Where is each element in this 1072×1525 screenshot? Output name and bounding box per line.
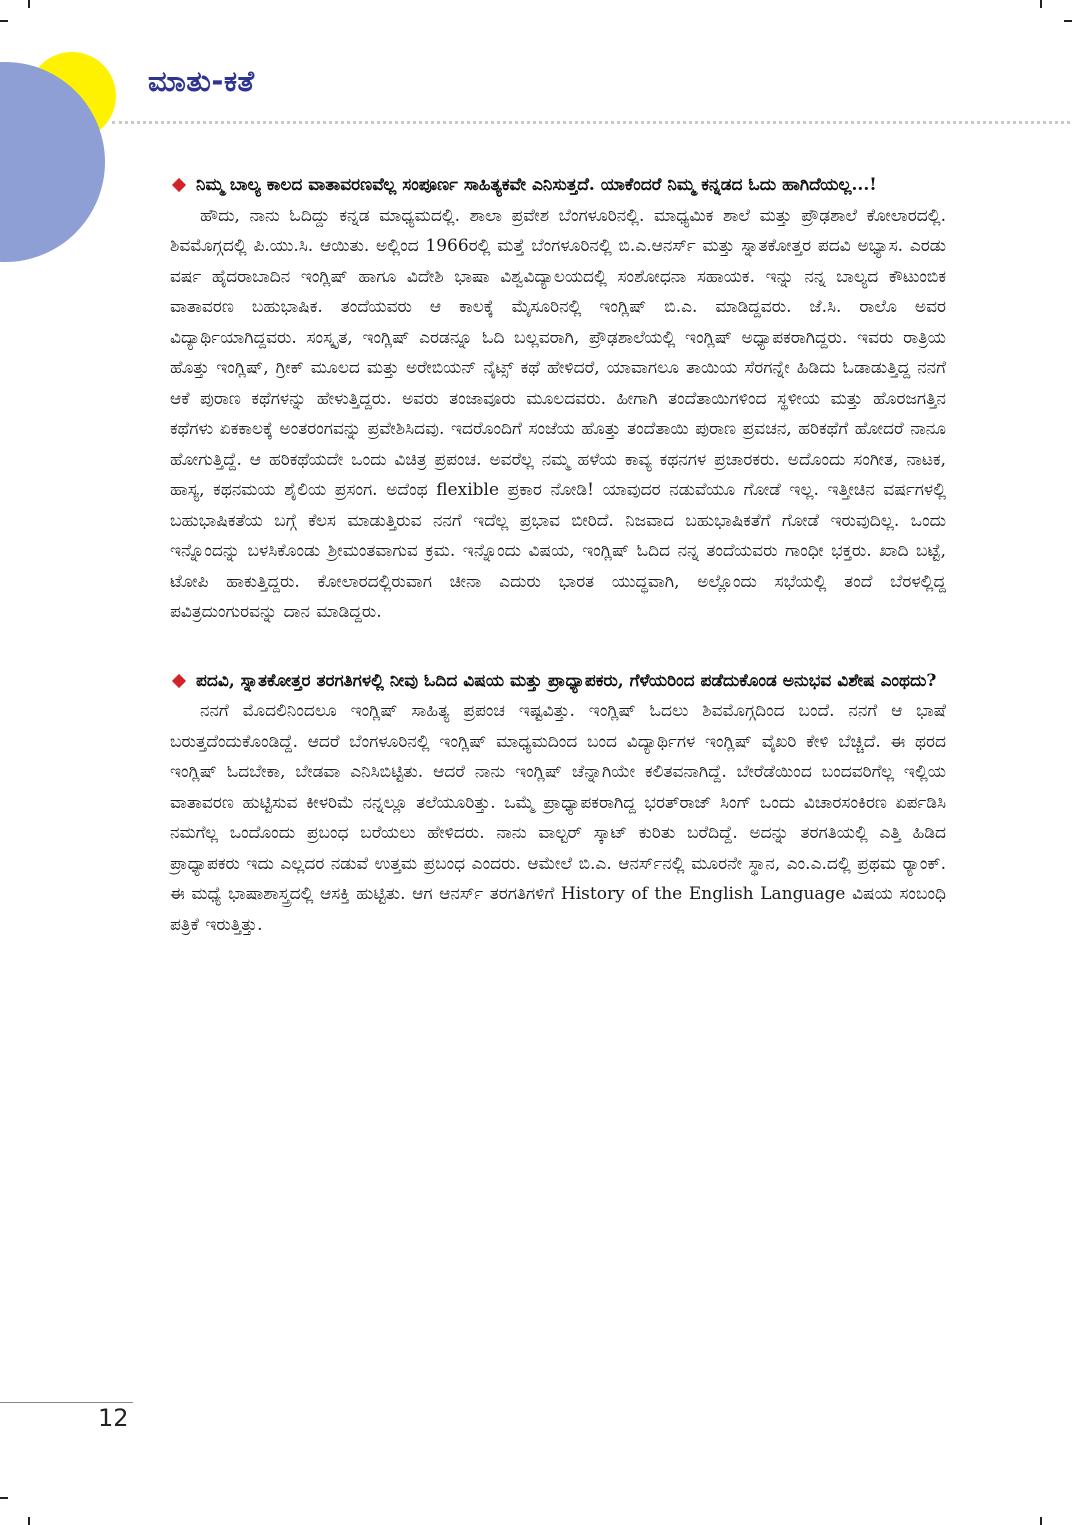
section-title: ಮಾತು-ಕತೆ <box>148 64 255 98</box>
question <box>170 666 946 697</box>
crop-mark-bottom-left <box>28 1517 30 1525</box>
question-text: ನಿಮ್ಮ ಬಾಲ್ಯ ಕಾಲದ ವಾತಾವರಣವೆಲ್ಲ ಸಂಪೂರ್ಣ ಸಾಹಿತ್ಯಕವೇ ಎನಿಸುತ್ತದೆ. ಯಾಕೆಂದರೆ ನಿಮ್ಮ ಕನ್ನಡದ ಓದು ಹಾಗಿದೆಯಲ್ಲ...! <box>196 175 877 195</box>
crop-mark-top-left <box>28 0 30 8</box>
crop-mark-bottom-right <box>1040 1517 1042 1525</box>
question <box>170 170 946 201</box>
answer-paragraph: ಹೌದು, ನಾನು ಓದಿದ್ದು ಕನ್ನಡ ಮಾಧ್ಯಮದಲ್ಲಿ. ಶಾಲಾ ಪ್ರವೇಶ ಬೆಂಗಳೂರಿನಲ್ಲಿ. ಮಾಧ್ಯಮಿಕ ಶಾಲೆ ಮತ್ತು ಪ್ರೌಢಶಾಲೆ ಕೋಲಾರದಲ್ಲಿ. ಶಿವಮೊಗ್ಗದಲ್ಲಿ ಪಿ.ಯು.ಸಿ. ಆಯಿತು. ಅಲ್ಲಿಂದ 1966ರಲ್ಲಿ ಮತ್ತೆ ಬೆಂಗಳೂರಿನಲ್ಲಿ ಬಿ.ಎ.ಆನರ್ಸ್ ಮತ್ತು ಸ್ನಾತಕೋತ್ತರ ಪದವಿ ಅಭ್ಯಾಸ. ಎರಡು ವರ್ಷ ಹೈದರಾಬಾದಿನ ಇಂಗ್ಲಿಷ್ ಹಾಗೂ ವಿದೇಶಿ ಭಾಷಾ ವಿಶ್ವವಿದ್ಯಾಲಯದಲ್ಲಿ ಸಂಶೋಧನಾ ಸಹಾಯಕ. ಇನ್ನು ನನ್ನ ಬಾಲ್ಯದ ಕೌಟುಂಬಿಕ ವಾತಾವರಣ ಬಹುಭಾಷಿಕ. ತಂದೆಯವರು ಆ ಕಾಲಕ್ಕೆ ಮೈಸೂರಿನಲ್ಲಿ ಇಂಗ್ಲಿಷ್ ಬಿ.ಎ. ಮಾಡಿದ್ದವರು. ಜೆ.ಸಿ. ರಾಲೊ ಅವರ ವಿದ್ಯಾರ್ಥಿಯಾಗಿದ್ದವರು. ಸಂಸ್ಕೃತ, ಇಂಗ್ಲಿಷ್ ಎರಡನ್ನೂ ಓದಿ ಬಲ್ಲವರಾಗಿ, ಪ್ರೌಢಶಾಲೆಯಲ್ಲಿ ಇಂಗ್ಲಿಷ್ ಅಧ್ಯಾಪಕರಾಗಿದ್ದರು. ಇವರು ರಾತ್ರಿಯ ಹೊತ್ತು ಇಂಗ್ಲಿಷ್, ಗ್ರೀಕ್ ಮೂಲದ ಮತ್ತು ಅರೇಬಿಯನ್ ನೈಟ್ಸ್ ಕಥೆ ಹೇಳಿದರೆ, ಯಾವಾಗಲೂ ತಾಯಿಯ ಸೆರಗನ್ನೇ ಹಿಡಿದು ಓಡಾಡುತ್ತಿದ್ದ ನನಗೆ ಆಕೆ ಪುರಾಣ ಕಥೆಗಳನ್ನು ಹೇಳುತ್ತಿದ್ದರು. ಅವರು ತಂಜಾವೂರು ಮೂಲದವರು. ಹೀಗಾಗಿ ತಂದೆತಾಯಿಗಳಿಂದ ಸ್ಥಳೀಯ ಮತ್ತು ಹೊರಜಗತ್ತಿನ ಕಥೆಗಳು ಏಕಕಾಲಕ್ಕೆ ಅಂತರಂಗವನ್ನು ಪ್ರವೇಶಿಸಿದವು. ಇದರೊಂದಿಗೆ ಸಂಜೆಯ ಹೊತ್ತು ತಂದೆತಾಯಿ ಪುರಾಣ ಪ್ರವಚನ, ಹರಿಕಥೆಗೆ ಹೋದರೆ ನಾನೂ ಹೋಗುತ್ತಿದ್ದೆ. ಆ ಹರಿಕಥೆಯದೇ ಒಂದು ವಿಚಿತ್ರ ಪ್ರಪಂಚ. ಅವರೆಲ್ಲ ನಮ್ಮ ಹಳೆಯ ಕಾವ್ಯ ಕಥನಗಳ ಪ್ರಚಾರಕರು. ಅದೊಂದು ಸಂಗೀತ, ನಾಟಕ, ಹಾಸ್ಯ, ಕಥನಮಯ ಶೈಲಿಯ ಪ್ರಸಂಗ. ಅದೆಂಥ flexible ಪ್ರಕಾರ ನೋಡಿ! ಯಾವುದರ ನಡುವೆಯೂ ಗೋಡೆ ಇಲ್ಲ. ಇತ್ತೀಚಿನ ವರ್ಷಗಳಲ್ಲಿ ಬಹುಭಾಷಿಕತೆಯ ಬಗ್ಗೆ ಕೆಲಸ ಮಾಡುತ್ತಿರುವ ನನಗೆ ಇದೆಲ್ಲ ಪ್ರಭಾವ ಬೀರಿದೆ. ನಿಜವಾದ ಬಹುಭಾಷಿಕತೆಗೆ ಗೋಡೆ ಇರುವುದಿಲ್ಲ. ಒಂದು ಇನ್ನೊಂದನ್ನು ಬಳಸಿಕೊಂಡು ಶ್ರೀಮಂತವಾಗುವ ಕ್ರಮ. ಇನ್ನೊಂದು ವಿಷಯ, ಇಂಗ್ಲಿಷ್ ಓದಿದ ನನ್ನ ತಂದೆಯವರು ಗಾಂಧೀ ಭಕ್ತರು. ಖಾದಿ ಬಟ್ಟೆ, ಟೋಪಿ ಹಾಕುತ್ತಿದ್ದರು. ಕೋಲಾರದಲ್ಲಿರುವಾಗ ಚೀನಾ ಎದುರು ಭಾರತ ಯುದ್ಧವಾಗಿ, ಅಲ್ಲೊಂದು ಸಭೆಯಲ್ಲಿ ತಂದೆ ಬೆರಳಲ್ಲಿದ್ದ ಪವಿತ್ರದುಂಗುರವನ್ನು ದಾನ ಮಾಡಿದ್ದರು. <box>170 205 947 622</box>
diamond-bullet-icon <box>172 673 186 687</box>
page-number: 12 <box>98 1404 129 1432</box>
crop-mark-right-top <box>1064 20 1072 22</box>
qa-block <box>170 170 946 628</box>
question-text: ಪದವಿ, ಸ್ನಾತಕೋತ್ತರ ತರಗತಿಗಳಲ್ಲಿ ನೀವು ಓದಿದ ವಿಷಯ ಮತ್ತು ಪ್ರಾಧ್ಯಾಪಕರು, ಗೆಳೆಯರಿಂದ ಪಡೆದುಕೊಂಡ ಅನುಭವ ವಿಶೇಷ ಎಂಥದು? <box>196 670 937 691</box>
crop-mark-left-bottom <box>0 1497 8 1499</box>
dotted-divider <box>112 121 1070 124</box>
diamond-bullet-icon <box>172 178 186 192</box>
interview-content <box>170 170 946 940</box>
answer-paragraph: ನನಗೆ ಮೊದಲಿನಿಂದಲೂ ಇಂಗ್ಲಿಷ್ ಸಾಹಿತ್ಯ ಪ್ರಪಂಚ ಇಷ್ಟವಿತ್ತು. ಇಂಗ್ಲಿಷ್ ಓದಲು ಶಿವಮೊಗ್ಗದಿಂದ ಬಂದೆ. ನನಗೆ ಆ ಭಾಷೆ ಬರುತ್ತದೆಂದುಕೊಂಡಿದ್ದೆ. ಆದರೆ ಬೆಂಗಳೂರಿನಲ್ಲಿ ಇಂಗ್ಲಿಷ್ ಮಾಧ್ಯಮದಿಂದ ಬಂದ ವಿದ್ಯಾರ್ಥಿಗಳ ಇಂಗ್ಲಿಷ್ ವೈಖರಿ ಕೇಳಿ ಬೆಚ್ಚಿದೆ. ಈ ಥರದ ಇಂಗ್ಲಿಷ್ ಓದಬೇಕಾ, ಬೇಡವಾ ಎನಿಸಿಬಿಟ್ಟಿತು. ಆದರೆ ನಾನು ಇಂಗ್ಲಿಷ್ ಚೆನ್ನಾಗಿಯೇ ಕಲಿತವನಾಗಿದ್ದೆ. ಬೇರೆಡೆಯಿಂದ ಬಂದವರಿಗೆಲ್ಲ ಇಲ್ಲಿಯ ವಾತಾವರಣ ಹುಟ್ಟಿಸುವ ಕೀಳರಿಮೆ ನನ್ನಲ್ಲೂ ತಲೆಯೂರಿತ್ತು. ಒಮ್ಮೆ ಪ್ರಾಧ್ಯಾಪಕರಾಗಿದ್ದ ಭರತ್‌ರಾಜ್ ಸಿಂಗ್ ಒಂದು ವಿಚಾರಸಂಕಿರಣ ಏರ್ಪಡಿಸಿ ನಮಗೆಲ್ಲ ಒಂದೊಂದು ಪ್ರಬಂಧ ಬರೆಯಲು ಹೇಳಿದರು. ನಾನು ವಾಲ್ಟರ್ ಸ್ಕಾಟ್ ಕುರಿತು ಬರೆದಿದ್ದೆ. ಅದನ್ನು ತರಗತಿಯಲ್ಲಿ ಎತ್ತಿ ಹಿಡಿದ ಪ್ರಾಧ್ಯಾಪಕರು ಇದು ಎಲ್ಲದರ ನಡುವೆ ಉತ್ತಮ ಪ್ರಬಂಧ ಎಂದರು. ಆಮೇಲೆ ಬಿ.ಎ. ಆನರ್ಸ್‌ನಲ್ಲಿ ಮೂರನೇ ಸ್ಥಾನ, ಎಂ.ಎ.ದಲ್ಲಿ ಪ್ರಥಮ ರ್‍ಯಾಂಕ್. ಈ ಮಧ್ಯೆ ಭಾಷಾಶಾಸ್ತ್ರದಲ್ಲಿ ಆಸಕ್ತಿ ಹುಟ್ಟಿತು. ಆಗ ಆನರ್ಸ್ ತರಗತಿಗಳಿಗೆ History of the English Language ವಿಷಯ ಸಂಬಂಧಿ ಪತ್ರಿಕೆ ಇರುತ್ತಿತ್ತು. <box>170 701 946 935</box>
crop-mark-left-top <box>0 20 8 22</box>
qa-block <box>170 666 946 941</box>
footer-rule <box>0 1402 133 1403</box>
crop-mark-top-right <box>1040 0 1042 8</box>
